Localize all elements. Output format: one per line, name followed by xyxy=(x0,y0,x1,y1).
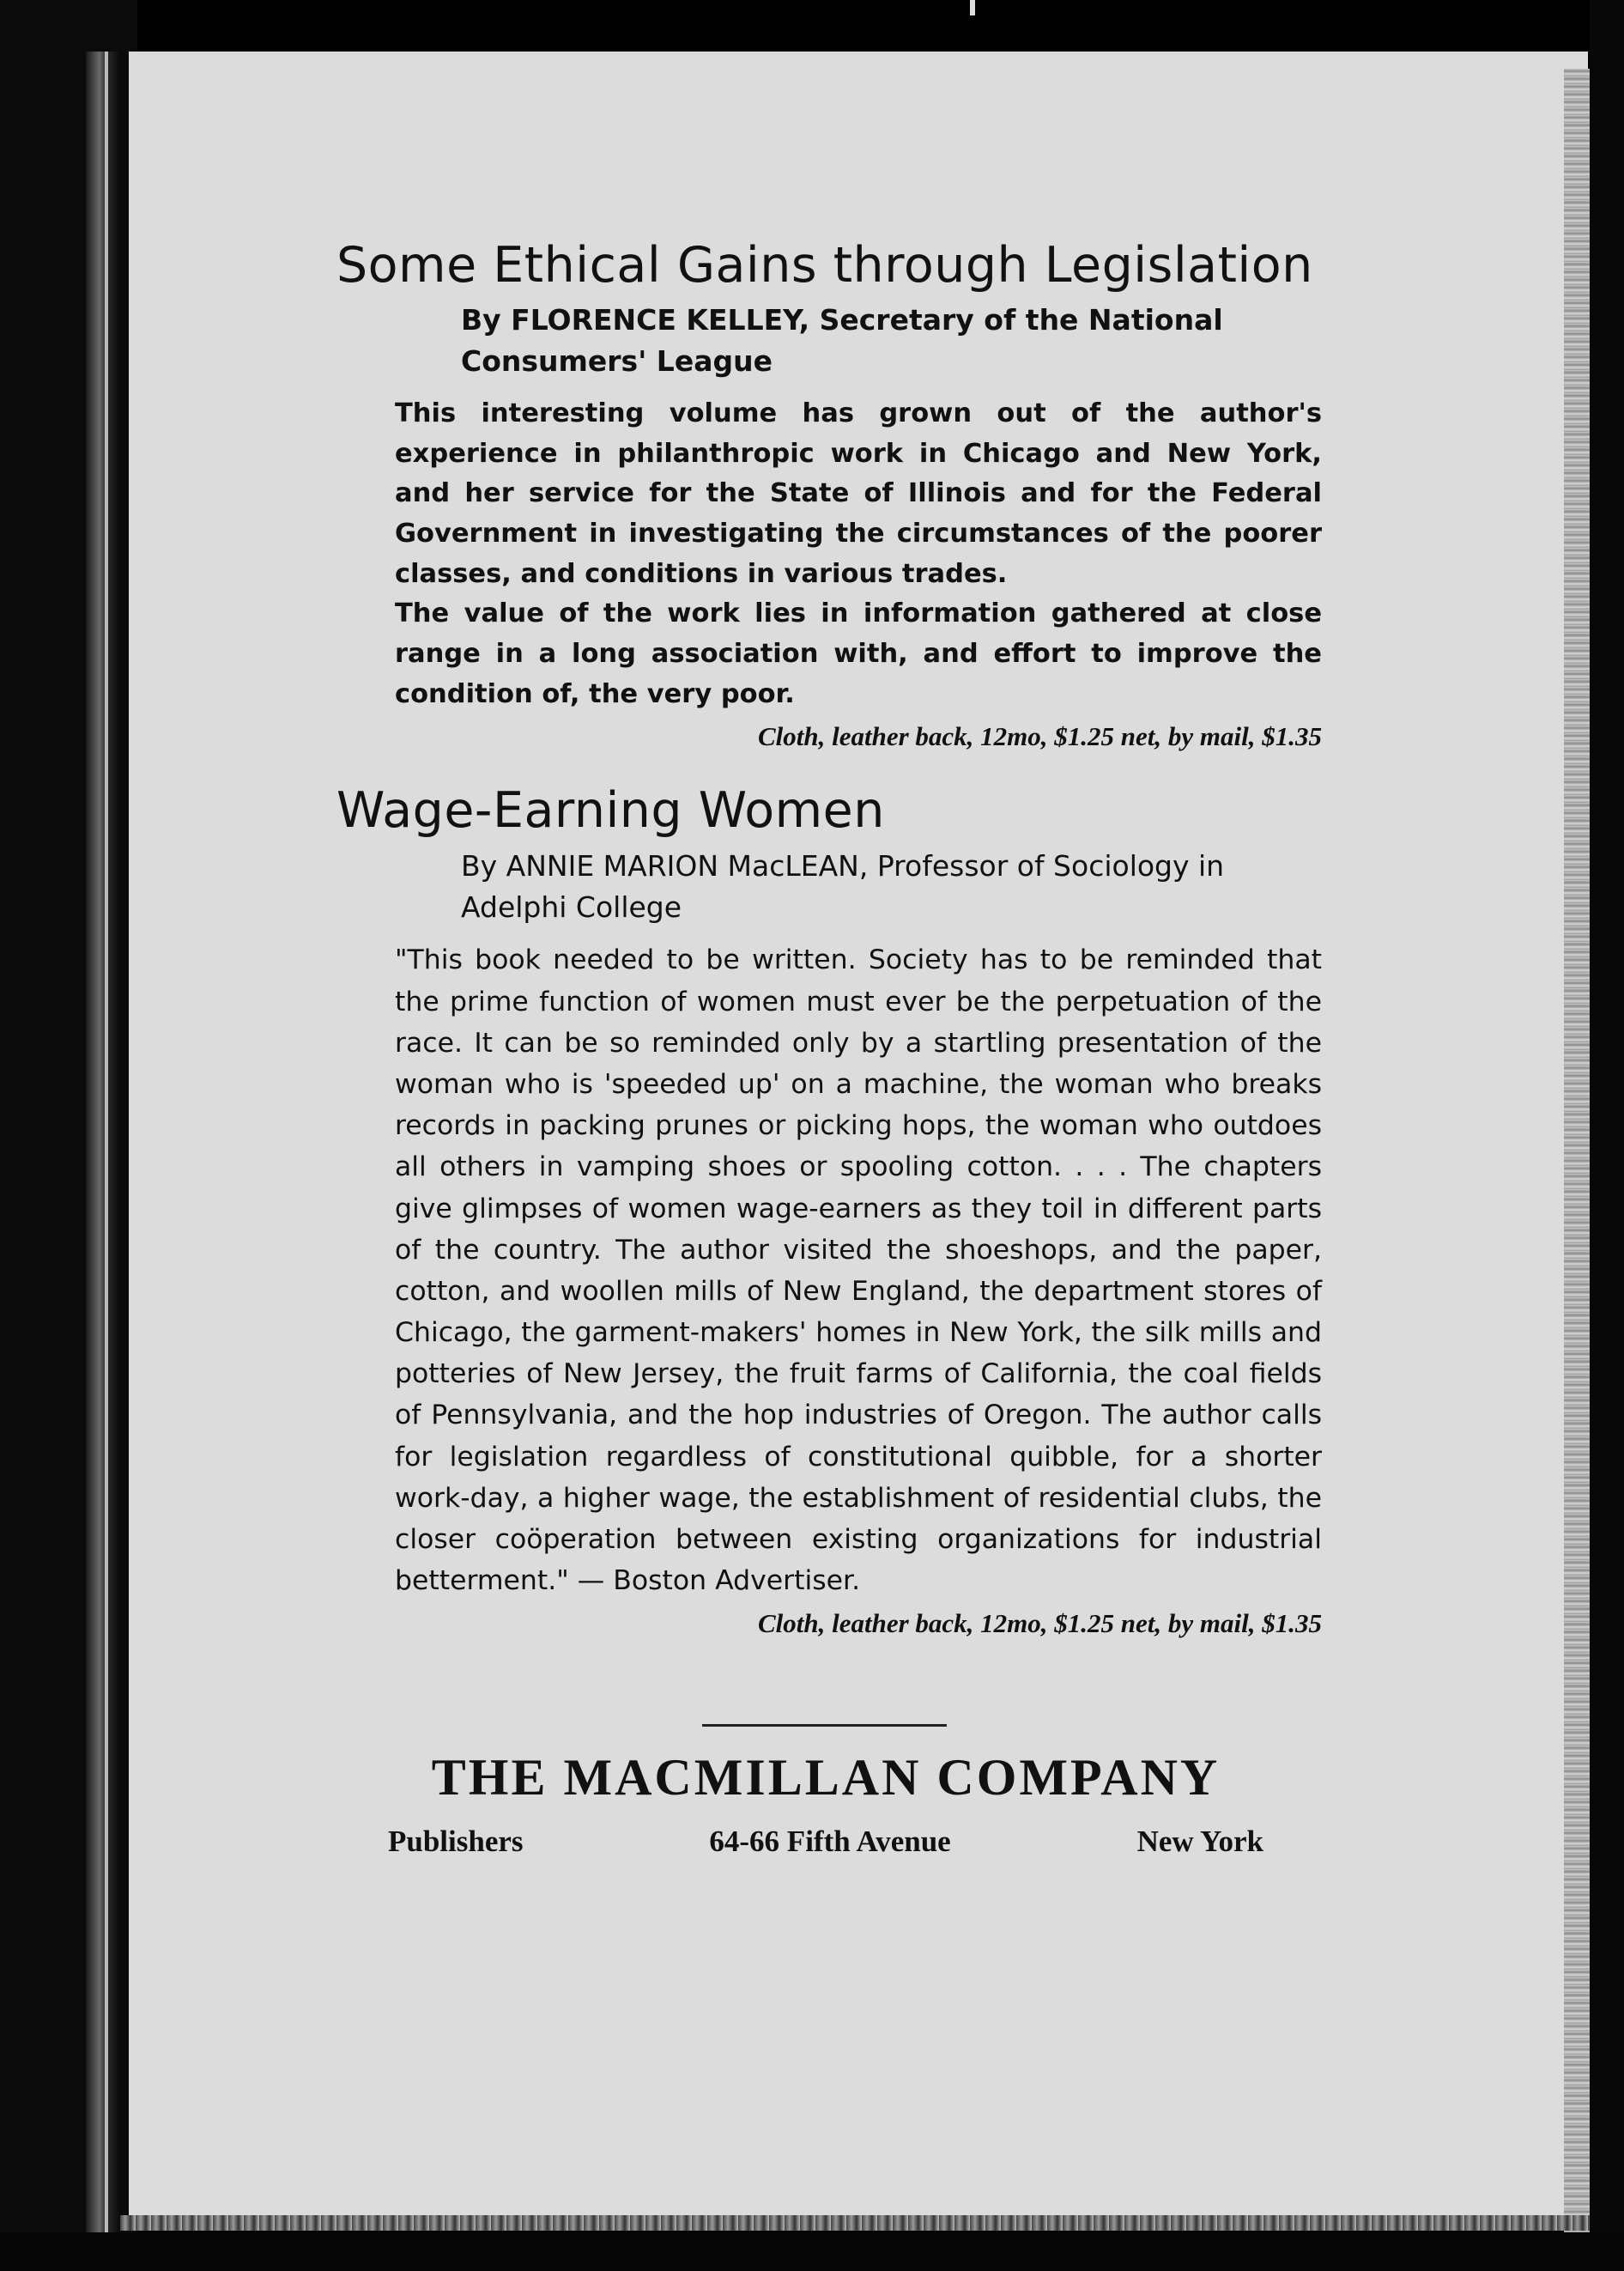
advert-content xyxy=(336,236,1324,1639)
book-byline: By ANNIE MARION MacLEAN, Professor of Sociology in Adelphi College xyxy=(461,848,1225,924)
publisher-details xyxy=(388,1825,1263,1859)
divider-rule xyxy=(702,1724,947,1727)
book-title: Wage-Earning Women xyxy=(336,782,885,840)
page-edge-right xyxy=(1564,69,1590,2232)
film-border-bottom xyxy=(0,2232,1624,2271)
book-listing-1 xyxy=(336,236,1324,752)
publisher-role: Publishers xyxy=(388,1825,524,1858)
publisher-name: THE MACMILLAN COMPANY xyxy=(431,1749,1221,1806)
film-border-right xyxy=(1590,0,1624,2271)
book-listing-2 xyxy=(336,781,1324,1639)
publisher-address: 64-66 Fifth Avenue xyxy=(709,1825,951,1858)
publisher-city: New York xyxy=(1136,1825,1263,1858)
book-byline: By FLORENCE KELLEY, Secretary of the National Consumers' League xyxy=(461,303,1223,379)
book-description: The value of the work lies in information gathered at close range in a long association with, and effort to improve the condition of, the very poor. xyxy=(395,598,1322,709)
book-description: This interesting volume has grown out of the author's experience in philanthropic work in Chicago and New York, and her service for the State of Illinois and for the Federal Government in investigating the circumstances of the poorer classes, and conditions in various trades. xyxy=(395,398,1322,589)
binding-edge xyxy=(86,52,120,2232)
book-review-quote: "This book needed to be written. Society has to be reminded that the prime function of women must ever be the perpetuation of the race. It can be so reminded only by a startling presentation of the woman who is 'speeded up' on a machine, the woman who breaks records in packing prunes or picking hops, the woman who outdoes all others in vamping shoes or spooling cotton. . . . The chapters give glimpses of women wage-earners as they toil in different parts of the country. The author visited the shoeshops, and the paper, cotton, and woollen mills of New England, the department stores of Chicago, the garment-makers' homes in New York, the silk mills and potteries of New Jersey, the fruit farms of California, the coal fields of Pennsylvania, and the hop industries of Oregon. The author calls for legislation regardless of constitutional quibble, for a shorter work-day, a higher wage, the establishment of residential clubs, the closer coöperation between existing organizations for industrial betterment." — Boston Advertiser. xyxy=(395,944,1322,1597)
book-price: Cloth, leather back, 12mo, $1.25 net, by mail, $1.35 xyxy=(757,1608,1322,1639)
spacer xyxy=(336,752,1324,781)
film-mark xyxy=(970,0,975,15)
book-price: Cloth, leather back, 12mo, $1.25 net, by mail, $1.35 xyxy=(757,721,1322,752)
page-edge-bottom xyxy=(120,2215,1590,2231)
book-title: Some Ethical Gains through Legislation xyxy=(336,237,1313,294)
binding-line xyxy=(105,52,108,2232)
